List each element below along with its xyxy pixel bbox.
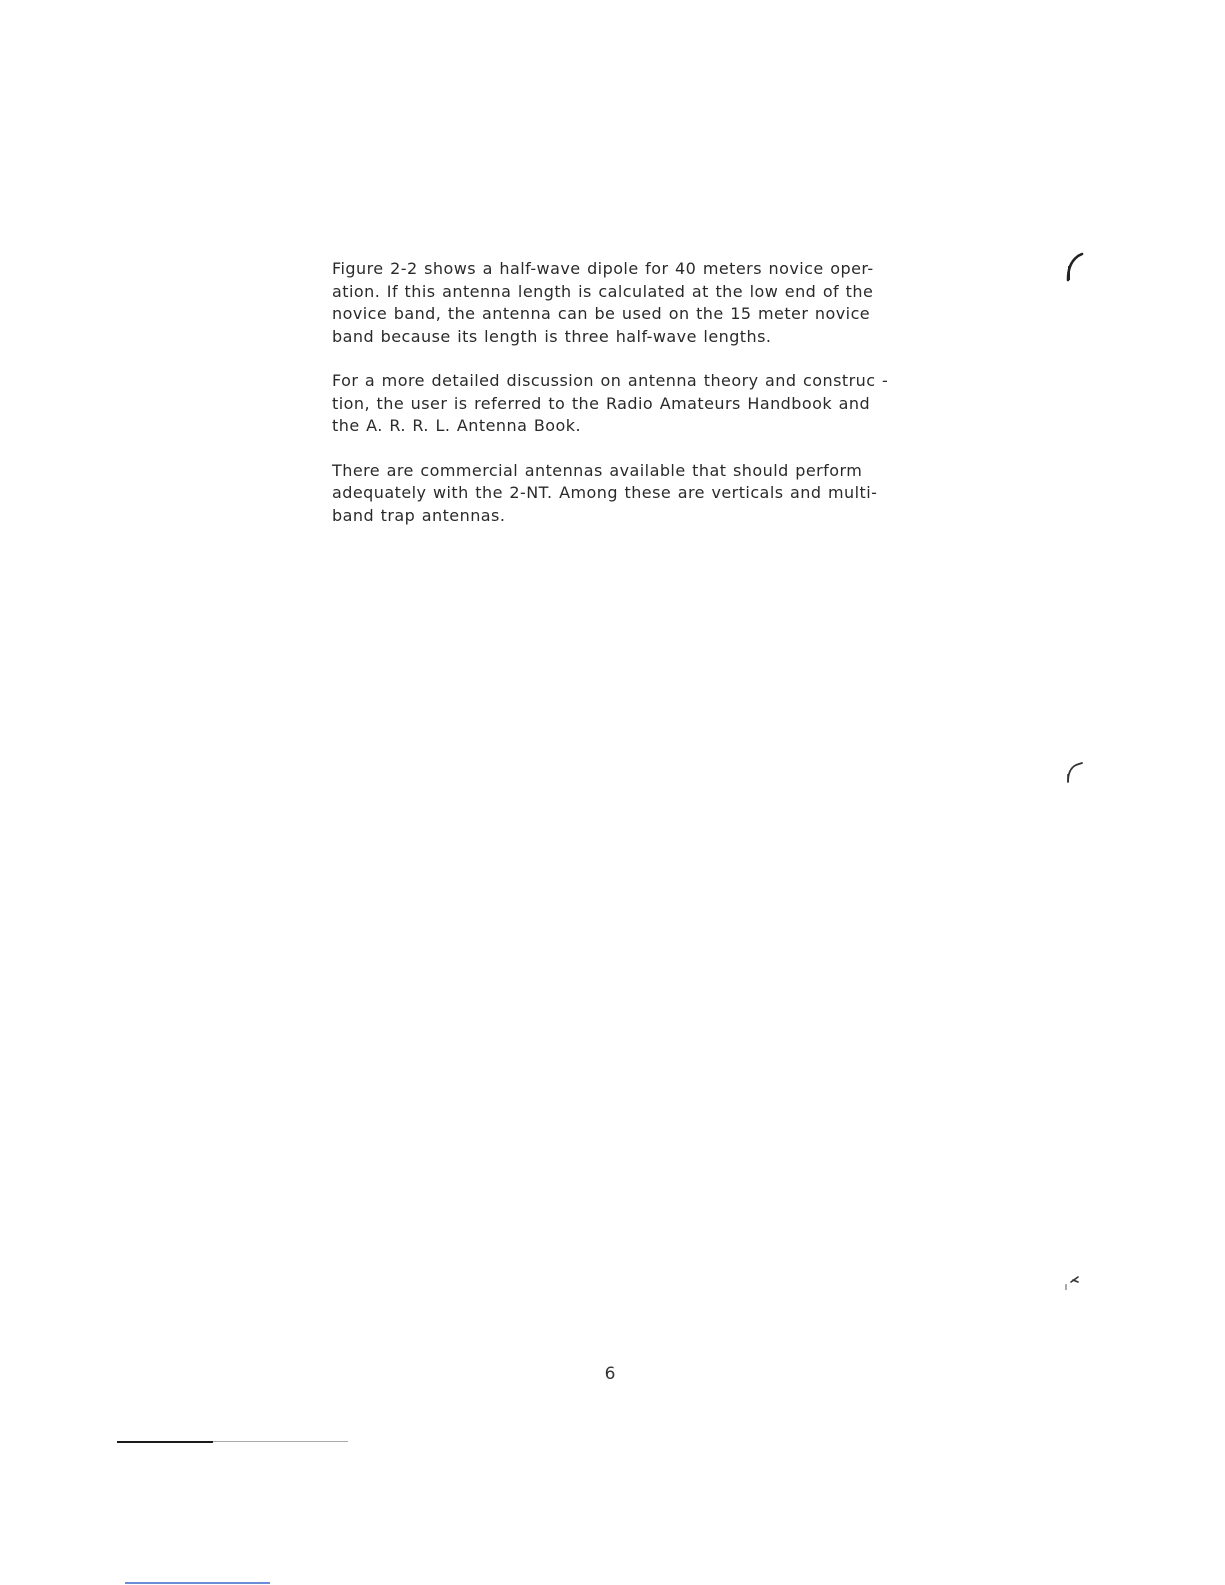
text-line: Figure 2-2 shows a half-wave dipole for 40 meters novice oper- xyxy=(332,259,874,278)
text-line: band because its length is three half-wave lengths. xyxy=(332,326,772,346)
paragraph-commercial-antennas xyxy=(332,460,972,528)
binder-hole-mark xyxy=(1064,760,1088,790)
scan-rule xyxy=(125,1582,270,1584)
paragraph-references xyxy=(332,370,972,438)
text-line: For a more detailed discussion on antenna theory and construc - xyxy=(332,371,889,390)
binder-hole-mark xyxy=(1064,1272,1088,1302)
text-line: band trap antennas. xyxy=(332,505,506,525)
scan-rule xyxy=(213,1441,348,1442)
text-line: the A. R. R. L. Antenna Book. xyxy=(332,416,582,435)
text-line: adequately with the 2-NT. Among these are verticals and multi- xyxy=(332,483,878,502)
binder-hole-mark xyxy=(1064,252,1088,282)
scan-rule xyxy=(117,1441,213,1443)
text-line: There are commercial antennas available that should perform xyxy=(332,460,863,480)
text-line: novice band, the antenna can be used on the 15 meter novice xyxy=(332,304,871,323)
paragraph-dipole xyxy=(332,258,972,348)
page-number: 6 xyxy=(604,1364,616,1384)
text-line: tion, the user is referred to the Radio Amateurs Handbook and xyxy=(332,393,871,413)
text-line: ation. If this antenna length is calculated at the low end of the xyxy=(332,281,874,301)
body-text xyxy=(332,258,972,549)
